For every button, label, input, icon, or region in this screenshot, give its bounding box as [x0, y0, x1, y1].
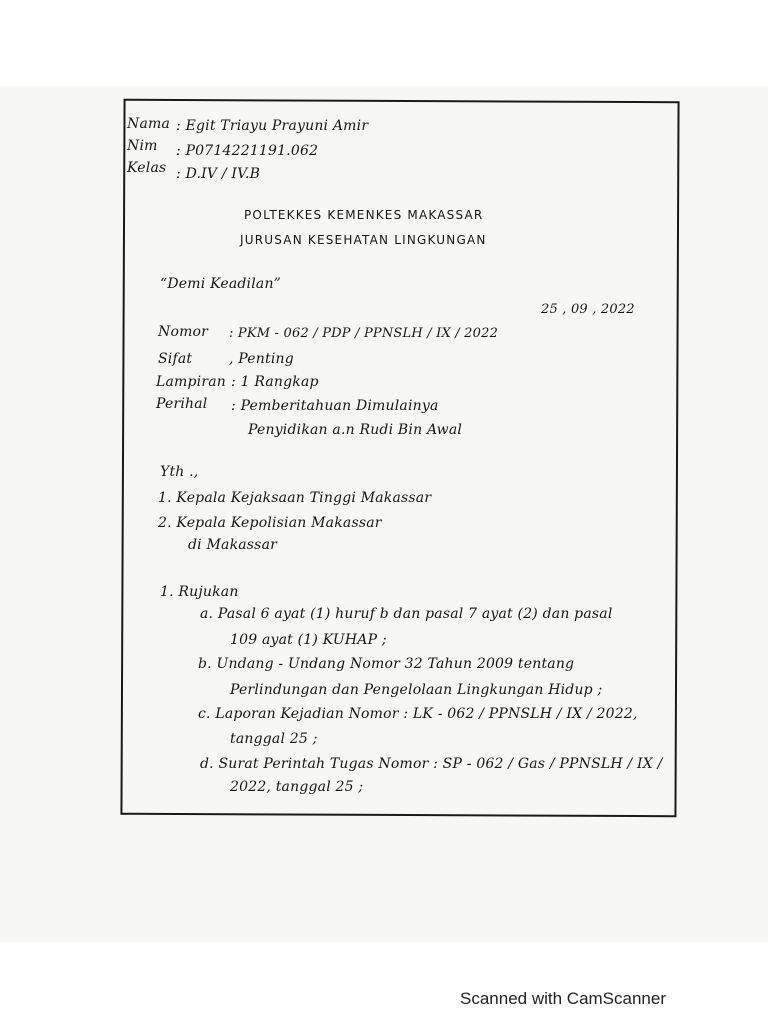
sifat-label: Sifat	[158, 351, 193, 367]
letter-date: 25 , 09 , 2022	[541, 302, 635, 317]
recipient-2: 2. Kepala Kepolisian Makassar	[158, 515, 382, 531]
lampiran-label: Lampiran	[156, 374, 227, 390]
perihal-value-continued: Penyidikan a.n Rudi Bin Awal	[248, 422, 463, 438]
kelas-value: : D.IV / IV.B	[176, 166, 261, 182]
sifat-value: , Penting	[229, 351, 294, 367]
recipient-1: 1. Kepala Kejaksaan Tinggi Makassar	[158, 490, 432, 506]
institution-line-2: JURUSAN KESEHATAN LINGKUNGAN	[240, 233, 487, 247]
item-a-line-1: a. Pasal 6 ayat (1) huruf b dan pasal 7 ayat (2) dan pasal	[200, 606, 613, 622]
item-d-line-2: 2022, tanggal 25 ;	[230, 779, 364, 795]
institution-line-1: POLTEKKES KEMENKES MAKASSAR	[244, 208, 484, 222]
item-b-line-1: b. Undang - Undang Nomor 32 Tahun 2009 tentang	[198, 656, 575, 672]
recipient-place: di Makassar	[188, 537, 278, 553]
nomor-label: Nomor	[158, 324, 209, 340]
section-rujukan: 1. Rujukan	[160, 584, 239, 600]
nama-label: Nama	[127, 116, 171, 132]
nomor-value: : PKM - 062 / PDP / PPNSLH / IX / 2022	[229, 326, 499, 341]
lampiran-value: : 1 Rangkap	[231, 374, 319, 390]
item-b-line-2: Perlindungan dan Pengelolaan Lingkungan Hidup ;	[230, 682, 603, 698]
item-d-line-1: d. Surat Perintah Tugas Nomor : SP - 062 / Gas / PPNSLH / IX /	[200, 756, 663, 772]
perihal-value: : Pemberitahuan Dimulainya	[231, 398, 439, 414]
camscanner-watermark: Scanned with CamScanner	[460, 989, 667, 1008]
nim-value: : P0714221191.062	[176, 143, 319, 159]
salutation: Yth .,	[160, 464, 199, 480]
kelas-label: Kelas	[127, 160, 167, 176]
nim-label: Nim	[127, 138, 158, 154]
perihal-label: Perihal	[156, 396, 208, 412]
nama-value: : Egit Triayu Prayuni Amir	[176, 118, 369, 134]
item-c-line-1: c. Laporan Kejadian Nomor : LK - 062 / PPNSLH / IX / 2022,	[198, 706, 638, 722]
item-a-line-2: 109 ayat (1) KUHAP ;	[230, 632, 387, 648]
motto: “Demi Keadilan”	[160, 276, 282, 292]
item-c-line-2: tanggal 25 ;	[230, 731, 318, 747]
